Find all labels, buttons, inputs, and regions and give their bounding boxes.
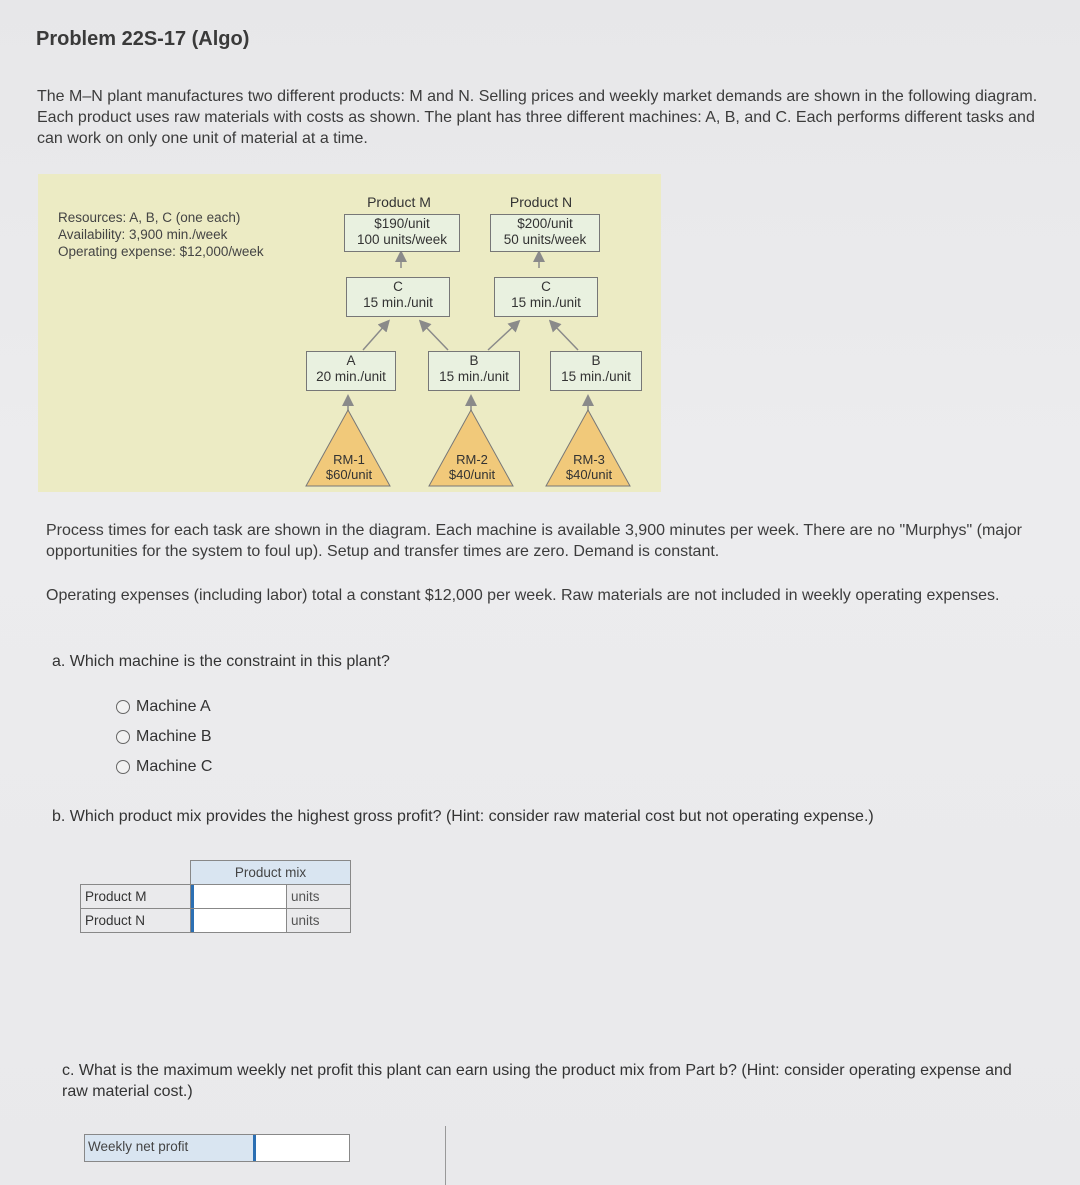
rm1-label — [324, 452, 374, 482]
radio-circle-icon[interactable] — [116, 760, 130, 774]
rm3-cost: $40/unit — [565, 467, 613, 482]
product-n-row-label: Product N — [81, 909, 191, 933]
problem-title: Problem 22S-17 (Algo) — [36, 28, 250, 50]
option-machine-b[interactable] — [116, 728, 212, 746]
product-n-label: Product N — [509, 194, 573, 210]
product-m-box — [344, 214, 460, 252]
rm1-name: RM-1 — [333, 452, 365, 467]
product-n-input[interactable] — [191, 909, 286, 932]
table-row — [81, 909, 351, 933]
product-mix-table — [80, 860, 351, 933]
product-m-demand: 100 units/week — [356, 232, 448, 247]
machine-c-n-time: 15 min./unit — [511, 295, 581, 310]
machine-c-m-time: 15 min./unit — [363, 295, 433, 310]
process-text: Process times for each task are shown in the diagram. Each machine is available 3,900 minutes per week. There are no "Murphys" (major opportunities for the system to foul up). Setup and transfer times are zero. Demand is constant. — [46, 522, 1022, 560]
machine-b-right-label: B — [591, 353, 601, 368]
rm3-label — [562, 452, 616, 482]
product-n-demand: 50 units/week — [503, 232, 587, 247]
product-m-input-cell[interactable] — [191, 885, 287, 909]
machine-c-n-label: C — [541, 279, 551, 294]
arrow-bmid-to-cn — [488, 324, 516, 350]
table-corner — [81, 861, 191, 885]
plant-diagram — [38, 174, 661, 492]
product-m-unit: units — [287, 885, 351, 909]
machine-c-n-box — [494, 277, 598, 317]
arrow-a-to-cm — [363, 324, 386, 350]
weekly-net-profit-input[interactable] — [253, 1135, 349, 1161]
option-machine-a[interactable] — [116, 698, 211, 716]
machine-c-m-box — [346, 277, 450, 317]
operating-text: Operating expenses (including labor) total a constant $12,000 per week. Raw materials are not included in weekly operating expenses. — [46, 587, 1000, 604]
machine-b-right-box — [550, 351, 642, 391]
rm3-name: RM-3 — [573, 452, 605, 467]
product-m-row-label: Product M — [81, 885, 191, 909]
arrow-bmid-to-cm — [423, 324, 448, 350]
product-m-price: $190/unit — [374, 216, 430, 231]
option-machine-c[interactable] — [116, 758, 212, 776]
product-n-input-cell[interactable] — [191, 909, 287, 933]
rm2-label — [446, 452, 498, 482]
part-b-question: b. Which product mix provides the highest gross profit? (Hint: consider raw material cost but not operating expense.) — [52, 808, 874, 825]
product-m-label: Product M — [367, 194, 431, 210]
radio-circle-icon[interactable] — [116, 700, 130, 714]
product-n-unit: units — [287, 909, 351, 933]
machine-b-mid-label: B — [469, 353, 479, 368]
availability-line: Availability: 3,900 min./week — [58, 227, 228, 242]
weekly-net-profit-field — [84, 1134, 350, 1162]
machine-a-label: A — [346, 353, 356, 368]
problem-intro: The M–N plant manufactures two different products: M and N. Selling prices and weekly market demands are shown in the following diagram. Each product uses raw materials with costs as shown. The plant has three different machines: A, B, and C. Each performs different tasks and can work on only one unit of material at a time. — [37, 88, 1038, 147]
radio-circle-icon[interactable] — [116, 730, 130, 744]
part-a-question: a. Which machine is the constraint in this plant? — [52, 653, 390, 670]
rm1-cost: $60/unit — [325, 467, 373, 482]
option-label: Machine A — [136, 698, 211, 715]
product-mix-header: Product mix — [191, 861, 351, 885]
rm2-cost: $40/unit — [448, 467, 496, 482]
option-label: Machine B — [136, 728, 212, 745]
machine-a-time: 20 min./unit — [316, 369, 386, 384]
machine-a-box — [306, 351, 396, 391]
option-label: Machine C — [136, 758, 213, 775]
rm2-name: RM-2 — [456, 452, 488, 467]
machine-b-mid-box — [428, 351, 520, 391]
machine-b-mid-time: 15 min./unit — [439, 369, 509, 384]
product-m-input[interactable] — [191, 885, 286, 908]
part-c-question: c. What is the maximum weekly net profit this plant can earn using the product mix from Part b? (Hint: consider operating expense and raw material cost.) — [62, 1062, 1012, 1100]
product-n-box — [490, 214, 600, 252]
divider-line — [445, 1126, 446, 1185]
arrow-bright-to-cn — [553, 324, 578, 350]
table-row — [81, 885, 351, 909]
machine-c-m-label: C — [393, 279, 403, 294]
product-n-price: $200/unit — [517, 216, 573, 231]
operating-expense-line: Operating expense: $12,000/week — [58, 244, 264, 259]
machine-b-right-time: 15 min./unit — [561, 369, 631, 384]
weekly-net-profit-input-cell[interactable] — [253, 1135, 349, 1161]
weekly-net-profit-label: Weekly net profit — [85, 1135, 253, 1161]
resources-line: Resources: A, B, C (one each) — [58, 210, 241, 225]
